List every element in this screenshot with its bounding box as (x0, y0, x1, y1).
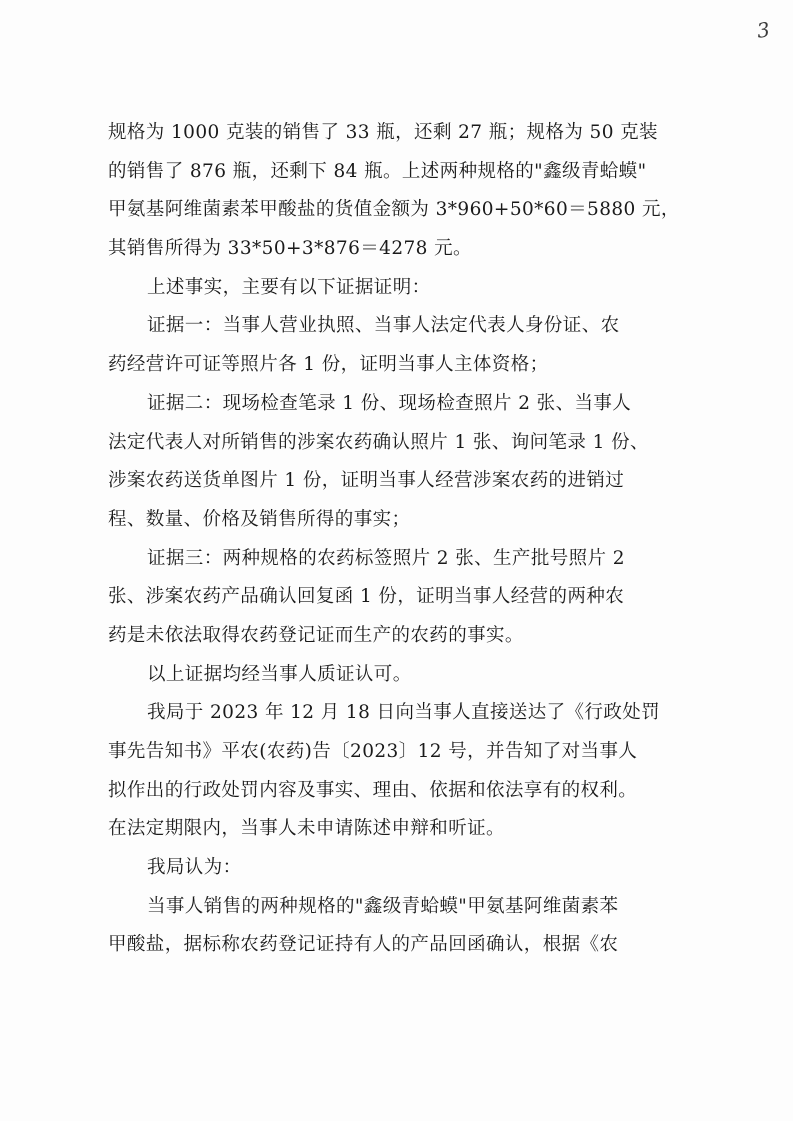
text-line: 我局认为： (147, 857, 242, 879)
text-line: 其销售所得为 33*50+3*876＝4278 元。 (108, 238, 472, 260)
text-line: 事先告知书》平农(农药)告〔2023〕12 号，并告知了对当事人 (108, 741, 638, 762)
text-line: 当事人销售的两种规格的"鑫级青蛤蟆"甲氨基阿维菌素苯 (147, 895, 619, 917)
text-line: 证据一：当事人营业执照、当事人法定代表人身份证、农 (147, 315, 620, 337)
body-text (108, 114, 708, 965)
text-line: 法定代表人对所销售的涉案农药确认照片 1 张、询问笔录 1 份、 (108, 431, 649, 453)
text-line: 药是未依法取得农药登记证而生产的农药的事实。 (108, 624, 524, 646)
text-line: 程、数量、价格及销售所得的事实； (108, 508, 411, 530)
text-line: 张、涉案农药产品确认回复函 1 份，证明当事人经营的两种农 (108, 586, 625, 608)
text-line: 药经营许可证等照片各 1 份，证明当事人主体资格； (108, 354, 549, 376)
text-line: 以上证据均经当事人质证认可。 (147, 663, 412, 685)
handwritten-page-number: 3 (755, 17, 772, 43)
text-line: 甲氨基阿维菌素苯甲酸盐的货值金额为 3*960+50*60＝5880 元， (108, 199, 680, 221)
text-line: 规格为 1000 克装的销售了 33 瓶，还剩 27 瓶；规格为 50 克装 (108, 122, 658, 143)
text-line: 上述事实，主要有以下证据证明： (147, 276, 431, 298)
text-line: 拟作出的行政处罚内容及事实、理由、依据和依法享有的权利。 (108, 779, 638, 801)
text-line: 甲酸盐，据标称农药登记证持有人的产品回函确认，根据《农 (108, 934, 619, 956)
text-line: 涉案农药送货单图片 1 份，证明当事人经营涉案农药的进销过 (108, 470, 625, 492)
text-line: 我局于 2023 年 12 月 18 日向当事人直接送达了《行政处罚 (147, 702, 661, 724)
text-line: 在法定期限内，当事人未申请陈述申辩和听证。 (108, 818, 505, 840)
text-line: 证据三：两种规格的农药标签照片 2 张、生产批号照片 2 (147, 547, 625, 569)
text-line: 证据二：现场检查笔录 1 份、现场检查照片 2 张、当事人 (147, 392, 632, 414)
text-line: 的销售了 876 瓶，还剩下 84 瓶。上述两种规格的"鑫级青蛤蟆" (108, 160, 647, 182)
